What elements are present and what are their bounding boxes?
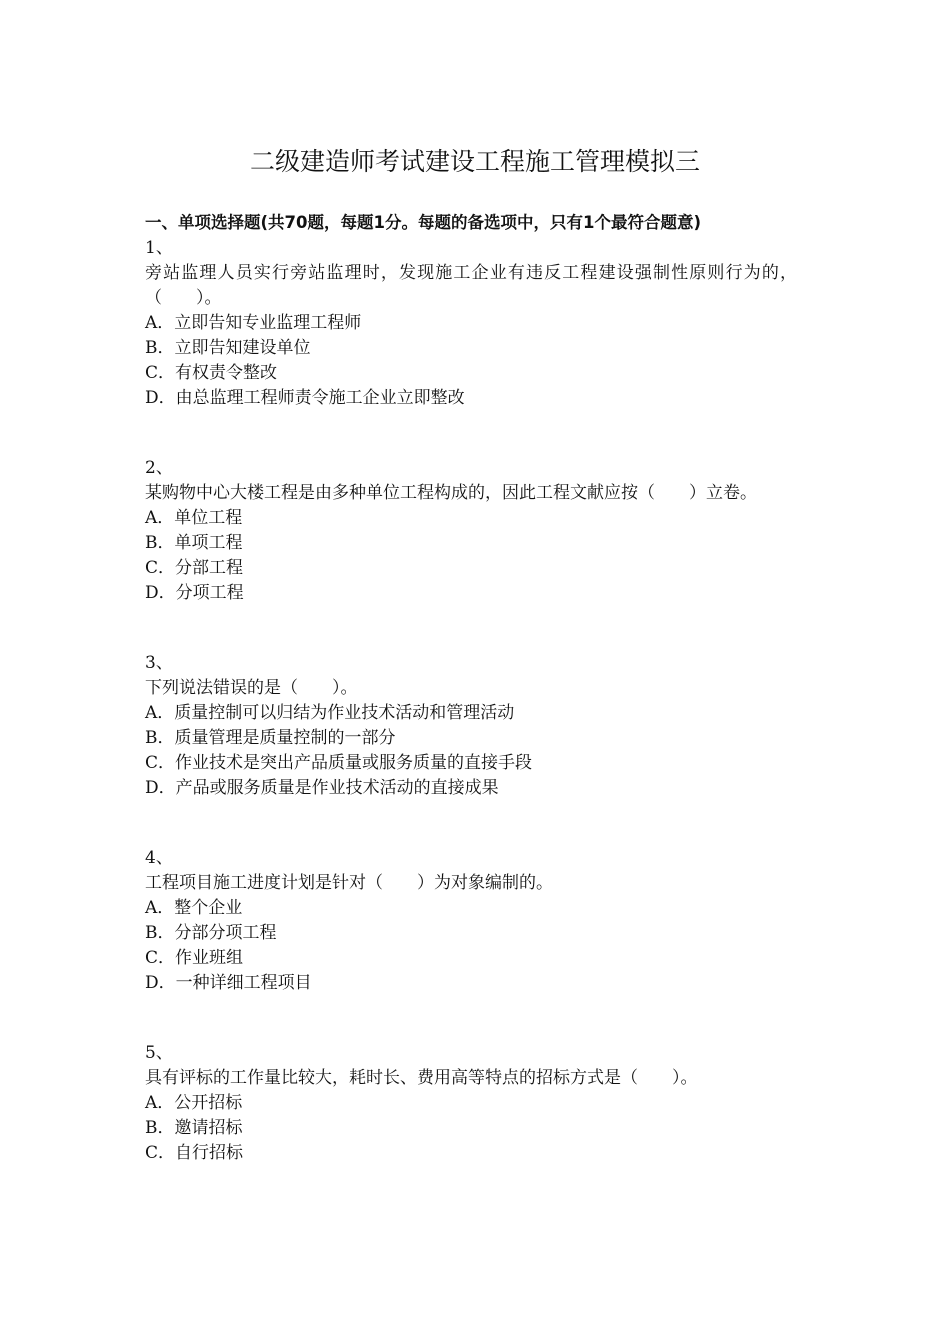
- option-a: A．质量控制可以归结为作业技术活动和管理活动: [145, 703, 515, 723]
- option-c: C．自行招标: [145, 1143, 244, 1163]
- option-d: D．产品或服务质量是作业技术活动的直接成果: [145, 778, 499, 798]
- question-5: [145, 1041, 805, 1166]
- option-a: A．公开招标: [145, 1093, 243, 1113]
- option-c: C．分部工程: [145, 558, 244, 578]
- question-number: 3、: [145, 653, 173, 673]
- question-number: 4、: [145, 848, 173, 868]
- option-b: B．分部分项工程: [145, 923, 277, 943]
- question-3: [145, 651, 805, 801]
- question-2: [145, 456, 805, 606]
- option-a: A．整个企业: [145, 898, 243, 918]
- option-a: A．单位工程: [145, 508, 243, 528]
- question-1: [145, 236, 805, 411]
- question-number: 2、: [145, 458, 173, 478]
- option-c: C．作业技术是突出产品质量或服务质量的直接手段: [145, 753, 533, 773]
- question-stem: 旁站监理人员实行旁站监理时，发现施工企业有违反工程建设强制性原则行为的，（ ）。: [145, 263, 797, 308]
- document-title: 二级建造师考试建设工程施工管理模拟三: [249, 147, 700, 176]
- option-d: D．由总监理工程师责令施工企业立即整改: [145, 388, 465, 408]
- question-list: [145, 236, 805, 1211]
- option-b: B．质量管理是质量控制的一部分: [145, 728, 396, 748]
- option-c: C．作业班组: [145, 948, 244, 968]
- option-a: A．立即告知专业监理工程师: [145, 313, 362, 333]
- option-d: D．一种详细工程项目: [145, 973, 312, 993]
- question-stem: 工程项目施工进度计划是针对（ ）为对象编制的。: [145, 873, 553, 893]
- question-stem: 具有评标的工作量比较大，耗时长、费用高等特点的招标方式是（ ）。: [145, 1068, 698, 1088]
- option-b: B．邀请招标: [145, 1118, 243, 1138]
- question-number: 5、: [145, 1043, 173, 1063]
- option-b: B．单项工程: [145, 533, 243, 553]
- question-number: 1、: [145, 238, 173, 258]
- question-stem: 某购物中心大楼工程是由多种单位工程构成的，因此工程文献应按（ ）立卷。: [145, 483, 757, 503]
- section-heading: 一、单项选择题(共70题，每题1分。每题的备选项中，只有1个最符合题意): [145, 213, 702, 232]
- option-d: D．分项工程: [145, 583, 244, 603]
- option-b: B．立即告知建设单位: [145, 338, 311, 358]
- option-c: C．有权责令整改: [145, 363, 278, 383]
- question-4: [145, 846, 805, 996]
- question-stem: 下列说法错误的是（ ）。: [145, 678, 358, 698]
